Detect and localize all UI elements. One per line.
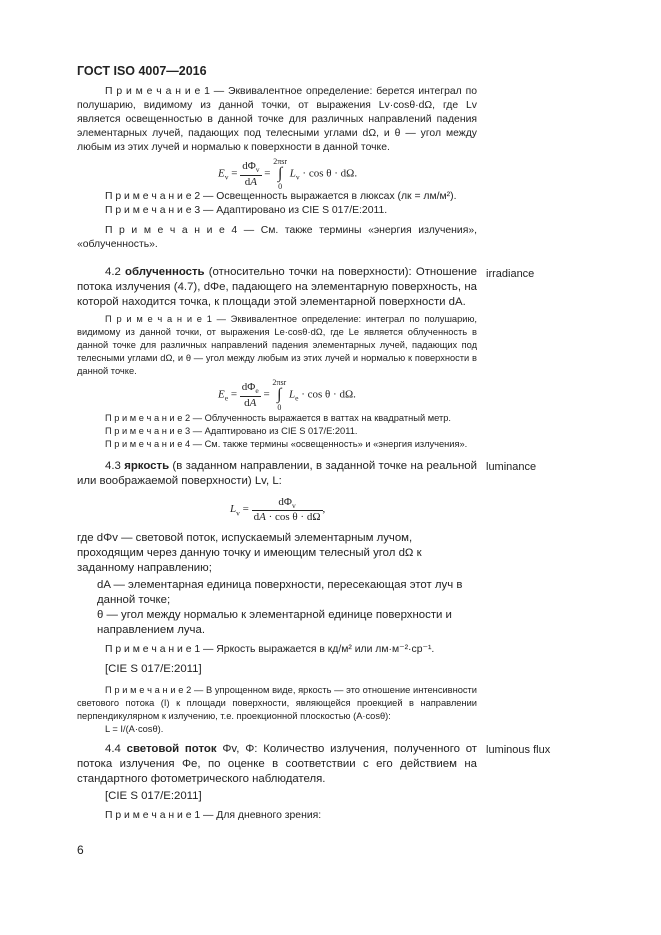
note-4-1-4: П р и м е ч а н и е 4 — См. также термины «энергия излучения», «облученность». [77, 225, 477, 250]
term-definition: Φv, Φ: Количество излучения, полученного от потока излучения Φe, по оценке в соответствии с его действием на стандартного фотометрического наблюдателя. [77, 743, 477, 785]
term-number: 4.4 [105, 743, 121, 755]
formula-luminance: $L_v$ = $\frac{d\Phi_v}{\text{dA · cos θ · dΩ}}$ , [230, 496, 326, 524]
note-4-1-2: П р и м е ч а н и е 2 — Освещенность выражается в люксах (лк = лм/м²). [105, 191, 457, 202]
where-4-3-1: где dΦv — световой поток, испускаемый элементарным лучом, проходящим через данную точку и имеющим телесный угол dΩ к заданному направлению; [77, 532, 422, 574]
term-4-2 [77, 265, 477, 310]
term-number: 4.3 [105, 460, 121, 472]
note-4-3-1: П р и м е ч а н и е 1 — Яркость выражается в кд/м² или лм·м⁻²·ср⁻¹. [105, 644, 435, 655]
term-4-4 [77, 742, 477, 787]
note-4-2-1: П р и м е ч а н и е 1 — Эквивалентное определение: интеграл по полушарию, видимому из данной точки, от выражения Le·cosθ·dΩ, где Le является облученность в данной точке для различных направлений падения элементарных лучей, падающих под телесными углами dΩ, и θ — угол между любым из этих лучей и нормалью к поверхности в данной точке. [77, 314, 477, 376]
term-definition: (в заданном направлении, в заданной точке на реальной или воображаемой поверхности) Lv, L: [77, 460, 477, 487]
formula-irradiance: $E_e$ = $\frac{d\Phi_e}{dA}$ = 2πsr ∫ 0 $L_e \cdot \cos \theta \cdot d\Omega$. [218, 378, 356, 412]
term-name: облученность [124, 266, 205, 278]
note-4-1-3: П р и м е ч а н и е 3 — Адаптировано из CIE S 017/E:2011. [105, 205, 388, 216]
note-4-3-2-formula: L = I/(A·cosθ). [105, 724, 164, 734]
note-4-3-2: П р и м е ч а н и е 2 — В упрощенном виде, яркость — это отношение интенсивности светового потока (I) к площади поверхности, являющейся проекцией в направлении перпендикулярном к излучению, т.е. проекционной плоскостью (A·cosθ): [77, 685, 477, 721]
note-4-2-2: П р и м е ч а н и е 2 — Облученность выражается в ваттах на квадратный метр. [105, 413, 451, 423]
where-4-3-2: dA — элементарная единица поверхности, пересекающая этот луч в данной точке; [97, 579, 463, 606]
note-4-2-3: П р и м е ч а н и е 3 — Адаптировано из CIE S 017/E:2011. [105, 426, 358, 436]
term-english-irradiance: irradiance [486, 268, 535, 280]
page-number: 6 [77, 843, 84, 857]
term-4-3 [77, 459, 477, 489]
note-4-2-4: П р и м е ч а н и е 4 — См. также термины «освещенность» и «энергия излучения». [105, 439, 468, 449]
term-number: 4.2 [105, 266, 121, 278]
formula-illuminance: $E_v$ = $\frac{d\Phi_v}{dA}$ = 2πsr ∫ 0 $L_v \cdot \cos \theta \cdot d\Omega$. [218, 157, 358, 191]
source-4-4: [CIE S 017/E:2011] [105, 790, 202, 802]
note-4-1-1: П р и м е ч а н и е 1 — Эквивалентное определение: берется интеграл по полушарию, видимому из данной точки, от выражения Lv·cosθ·dΩ, где Lv является освещенностью в данной точке для различных направлений падения элементарных лучей, падающих под телесными углами dΩ, и θ — угол между любым из этих лучей и нормалью к поверхности в данной точке. [77, 86, 477, 153]
source-4-3: [CIE S 017/E:2011] [105, 663, 202, 675]
term-definition: (относительно точки на поверхности): Отношение потока излучения (4.7), dΦe, падающего на элементарную поверхность, на которой находится точка, к площади этой элементарной поверхности dA. [77, 266, 478, 308]
term-english-luminous-flux: luminous flux [486, 744, 551, 756]
term-name: световой поток [126, 743, 217, 755]
term-name: яркость [124, 460, 170, 472]
term-english-luminance: luminance [486, 461, 537, 473]
where-4-3-3: θ — угол между нормалью к элементарной единице поверхности и направлением луча. [97, 609, 452, 636]
document-header: ГОСТ ISO 4007—2016 [77, 64, 207, 78]
note-4-4-1: П р и м е ч а н и е 1 — Для дневного зрения: [105, 810, 322, 821]
